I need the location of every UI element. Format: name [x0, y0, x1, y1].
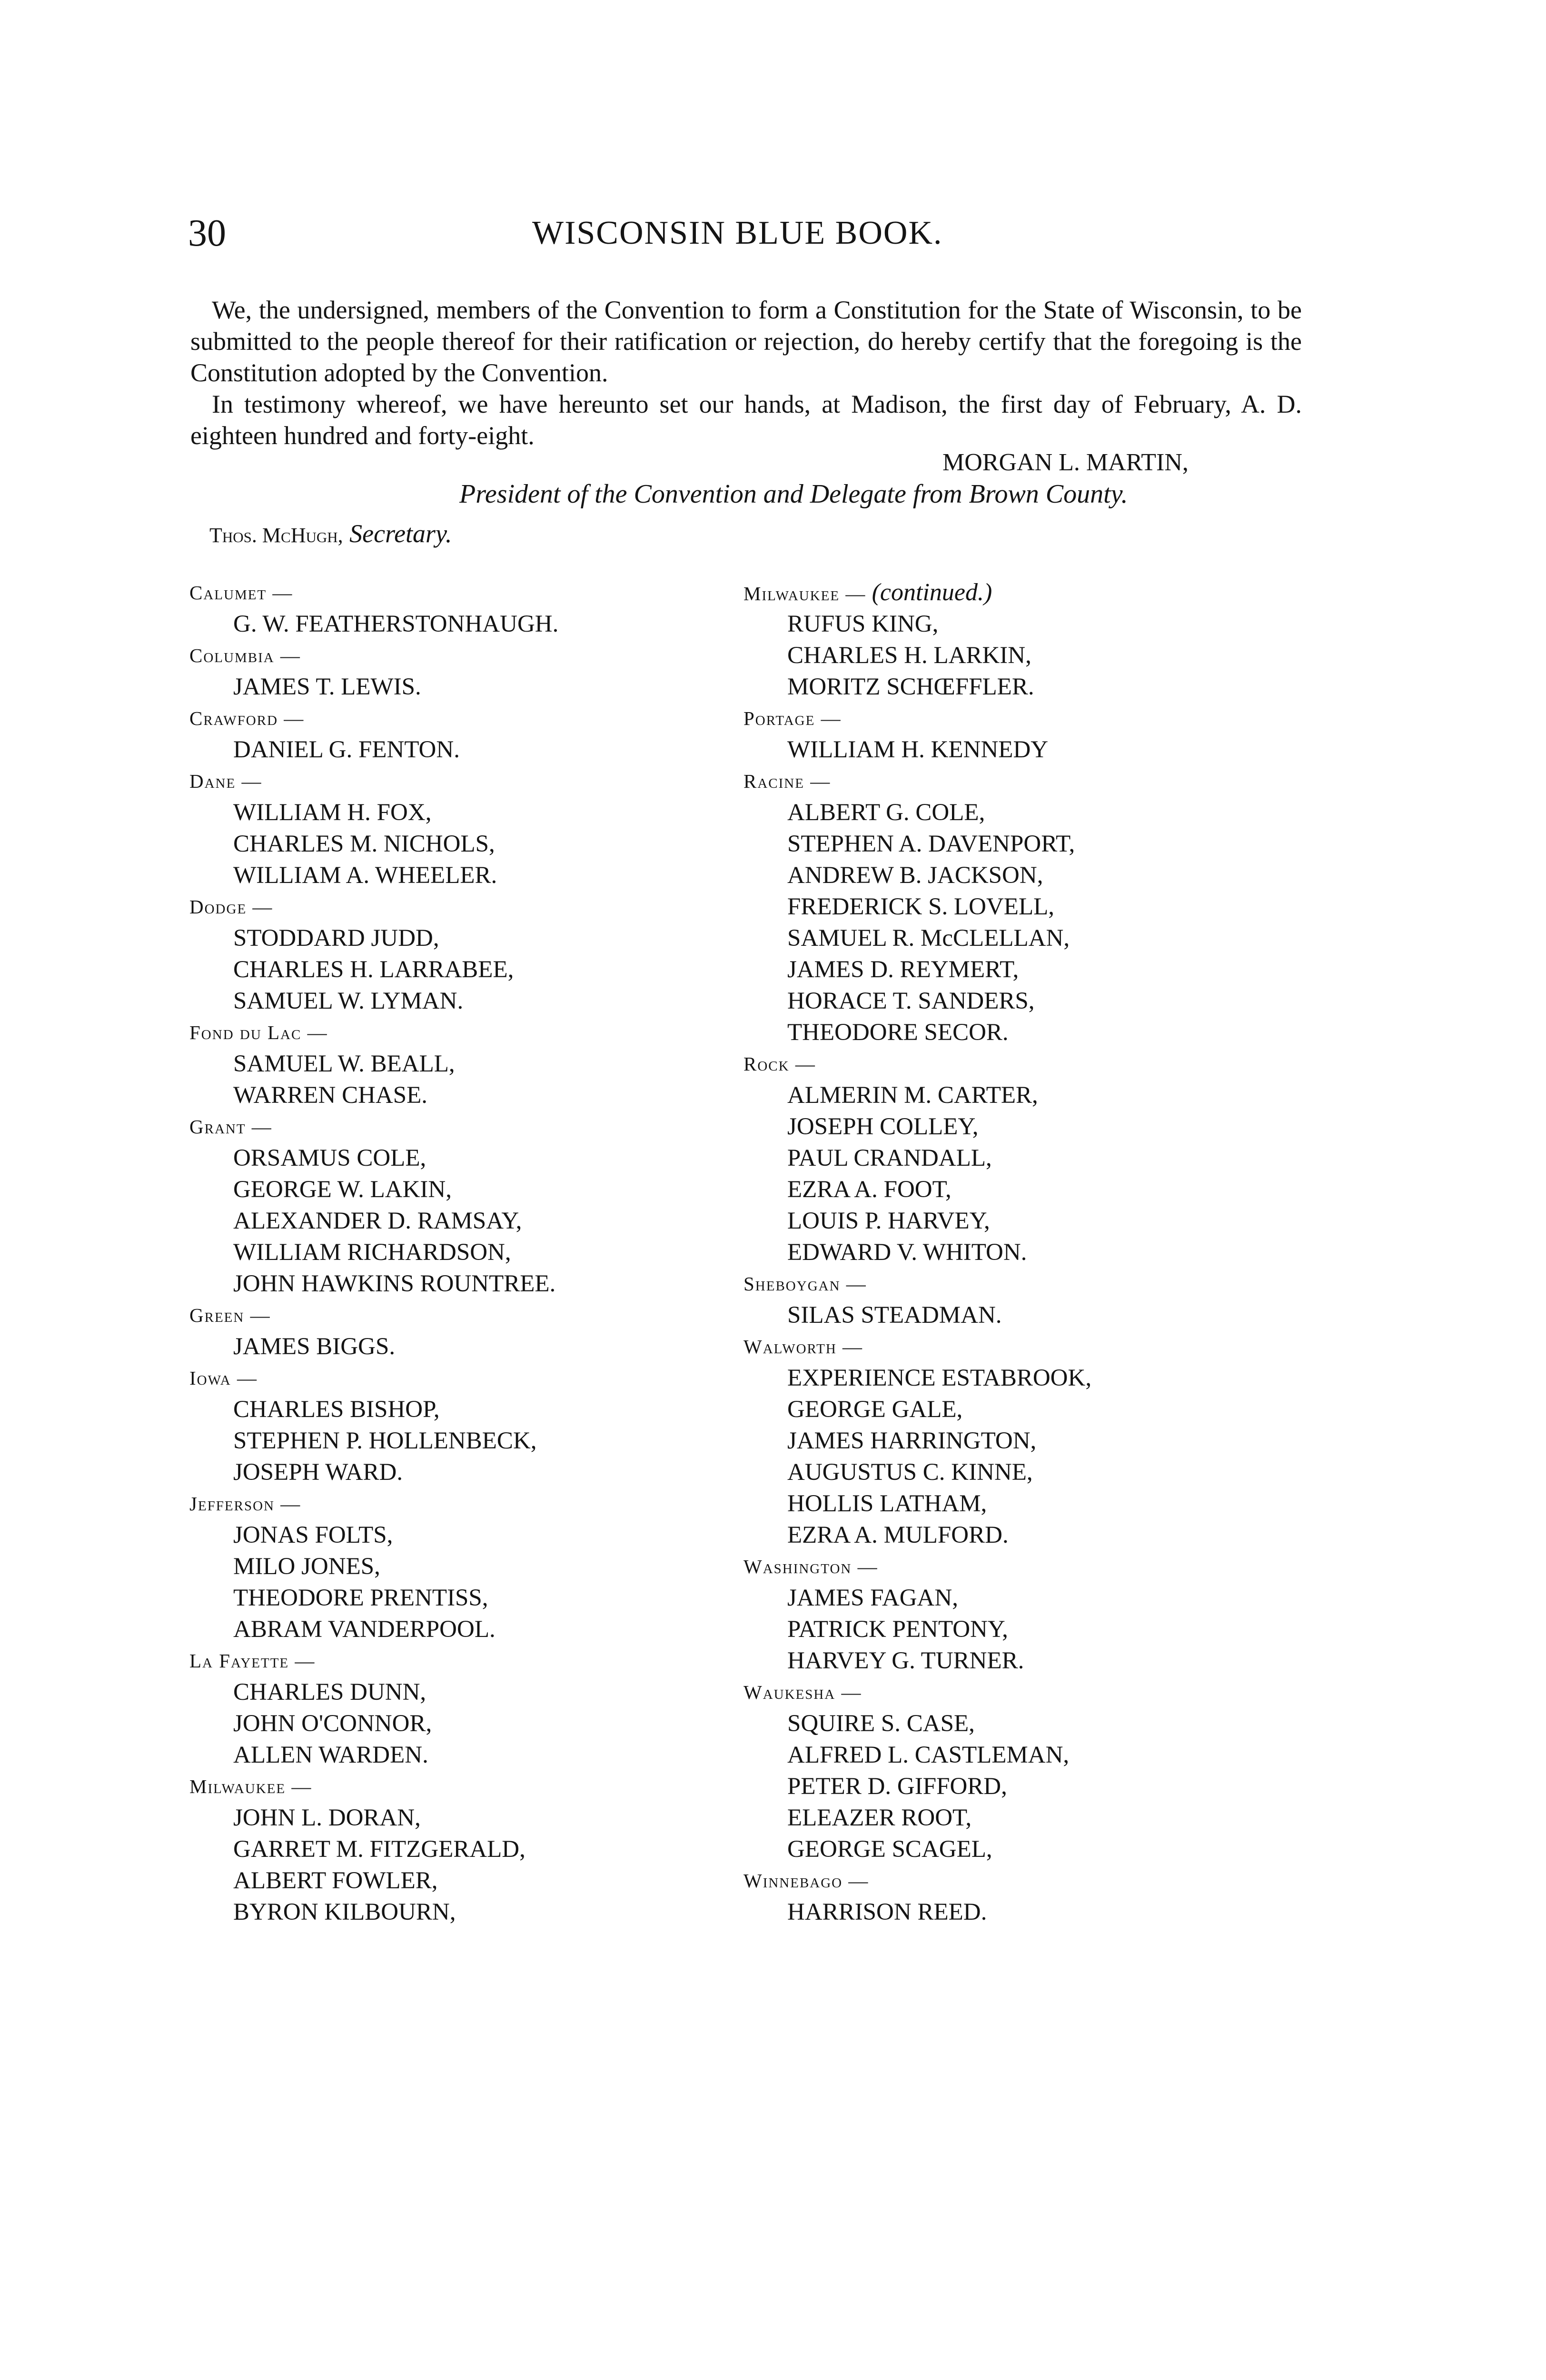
delegate-name: JOSEPH WARD. [233, 1459, 403, 1486]
county-heading [189, 1299, 713, 1331]
delegate-name: HARVEY G. TURNER. [787, 1647, 1024, 1674]
county-heading [189, 703, 713, 734]
county-heading [189, 765, 713, 797]
president-name: MORGAN L. MARTIN, [942, 449, 1189, 476]
county-name: Racine — [743, 770, 831, 792]
county-heading [189, 577, 713, 608]
delegate-name: STEPHEN P. HOLLENBECK, [233, 1428, 537, 1454]
county-heading [743, 1268, 1315, 1299]
delegate-name: ALMERIN M. CARTER, [787, 1082, 1038, 1109]
county-heading [743, 1551, 1315, 1582]
delegates-left-column [189, 577, 713, 1928]
delegate-name: STODDARD JUDD, [233, 925, 439, 952]
county-heading [189, 891, 713, 922]
delegate-name: WARREN CHASE. [233, 1082, 428, 1109]
county-heading [189, 1645, 713, 1676]
delegate-name: EZRA A. FOOT, [787, 1176, 951, 1203]
delegate-name: ORSAMUS COLE, [233, 1145, 426, 1171]
delegate-name: HORACE T. SANDERS, [787, 988, 1035, 1014]
county-heading [743, 1676, 1315, 1708]
delegate-name: ELEAZER ROOT, [787, 1805, 972, 1831]
delegate-name: JAMES BIGGS. [233, 1333, 396, 1360]
county-name: Portage — [743, 707, 842, 729]
page-number: 30 [188, 212, 226, 254]
delegate-name: CHARLES H. LARKIN, [787, 642, 1031, 669]
delegate-name: JAMES T. LEWIS. [233, 674, 421, 700]
delegate-name: WILLIAM A. WHEELER. [233, 862, 497, 889]
delegate-name: FREDERICK S. LOVELL, [787, 893, 1054, 920]
delegate-name: HARRISON REED. [787, 1899, 987, 1925]
county-name: Dane — [189, 770, 262, 792]
delegates-right-column [743, 577, 1315, 1928]
delegate-name: ABRAM VANDERPOOL. [233, 1616, 496, 1643]
county-heading [189, 640, 713, 671]
delegate-name: MILO JONES, [233, 1553, 380, 1580]
delegate-name: G. W. FEATHERSTONHAUGH. [233, 611, 559, 637]
county-name: La Fayette — [189, 1650, 316, 1672]
county-name: Jefferson — [189, 1493, 301, 1515]
delegate-name: HOLLIS LATHAM, [787, 1490, 987, 1517]
delegate-name: SILAS STEADMAN. [787, 1302, 1002, 1329]
testimony-paragraph: In testimony whereof, we have hereunto set our hands, at Madison, the first day of February, A. D. eighteen hundred and forty-eight. [190, 390, 1302, 450]
county-name: Columbia — [189, 645, 301, 666]
delegate-name: RUFUS KING, [787, 611, 939, 637]
delegate-name: ALBERT FOWLER, [233, 1867, 438, 1894]
county-heading [189, 1362, 713, 1394]
county-name: Rock — [743, 1053, 816, 1075]
delegate-name: EXPERIENCE ESTABROOK, [787, 1365, 1092, 1391]
county-heading [743, 1048, 1315, 1080]
delegate-name: LOUIS P. HARVEY, [787, 1208, 990, 1234]
secretary-name: Thos. McHugh, [209, 524, 343, 547]
certification-paragraph: We, the undersigned, members of the Convention to form a Constitution for the State of Wisconsin, to be submitted to the people thereof for their ratification or rejection, do hereby certify that the foregoing is the Constitution adopted by the Convention. [190, 296, 1302, 387]
county-heading [189, 1111, 713, 1142]
continued-note: (continued.) [872, 579, 992, 606]
president-title: President of the Convention and Delegate from Brown County. [459, 479, 1128, 509]
secretary-role: Secretary. [349, 519, 452, 548]
delegate-name: SAMUEL R. McCLELLAN, [787, 925, 1070, 952]
county-heading [743, 703, 1315, 734]
delegate-name: ALBERT G. COLE, [787, 799, 985, 826]
delegate-name: BYRON KILBOURN, [233, 1899, 456, 1925]
delegate-name: CHARLES M. NICHOLS, [233, 831, 495, 857]
delegate-name: STEPHEN A. DAVENPORT, [787, 831, 1075, 857]
county-name: Green — [189, 1304, 271, 1326]
county-name: Iowa — [189, 1367, 258, 1389]
county-heading [743, 577, 1315, 608]
delegate-name: GARRET M. FITZGERALD, [233, 1836, 525, 1863]
running-title: WISCONSIN BLUE BOOK. [532, 215, 943, 251]
county-name: Dodge — [189, 896, 273, 918]
delegate-name: ALEXANDER D. RAMSAY, [233, 1208, 522, 1234]
delegate-name: GEORGE W. LAKIN, [233, 1176, 452, 1203]
county-name: Milwaukee — [743, 583, 866, 605]
delegate-name: GEORGE GALE, [787, 1396, 963, 1423]
delegate-name: AUGUSTUS C. KINNE, [787, 1459, 1033, 1486]
delegate-name: JOSEPH COLLEY, [787, 1113, 979, 1140]
delegate-name: EDWARD V. WHITON. [787, 1239, 1027, 1266]
county-name: Fond du Lac — [189, 1021, 328, 1043]
delegate-name: PAUL CRANDALL, [787, 1145, 992, 1171]
delegate-name: GEORGE SCAGEL, [787, 1836, 992, 1863]
delegate-name: MORITZ SCHŒFFLER. [787, 674, 1034, 700]
delegate-name: JONAS FOLTS, [233, 1522, 393, 1548]
delegate-name: JOHN HAWKINS ROUNTREE. [233, 1270, 556, 1297]
delegate-name: PETER D. GIFFORD, [787, 1773, 1007, 1800]
delegate-name: JOHN L. DORAN, [233, 1805, 421, 1831]
county-heading [189, 1017, 713, 1048]
delegate-name: CHARLES H. LARRABEE, [233, 956, 514, 983]
delegate-name: CHARLES BISHOP, [233, 1396, 440, 1423]
delegate-name: DANIEL G. FENTON. [233, 736, 460, 763]
delegate-name: PATRICK PENTONY, [787, 1616, 1008, 1643]
county-heading [189, 1488, 713, 1519]
county-name: Crawford — [189, 707, 305, 729]
county-name: Winnebago — [743, 1870, 869, 1892]
county-heading [189, 1771, 713, 1802]
delegate-name: CHARLES DUNN, [233, 1679, 426, 1706]
delegate-name: JAMES D. REYMERT, [787, 956, 1019, 983]
delegate-name: ALLEN WARDEN. [233, 1742, 428, 1768]
county-name: Milwaukee — [189, 1775, 312, 1797]
county-name: Walworth — [743, 1336, 863, 1358]
certification-text [190, 294, 1302, 451]
delegate-name: EZRA A. MULFORD. [787, 1522, 1009, 1548]
county-name: Washington — [743, 1556, 878, 1577]
delegate-name: WILLIAM H. FOX, [233, 799, 432, 826]
delegate-name: SAMUEL W. LYMAN. [233, 988, 464, 1014]
county-heading [743, 1865, 1315, 1896]
delegate-name: ANDREW B. JACKSON, [787, 862, 1043, 889]
delegate-name: JAMES HARRINGTON, [787, 1428, 1037, 1454]
delegate-name: JAMES FAGAN, [787, 1585, 958, 1611]
county-name: Sheboygan — [743, 1273, 867, 1295]
county-name: Grant — [189, 1116, 272, 1138]
delegate-name: JOHN O'CONNOR, [233, 1710, 432, 1737]
delegate-name: WILLIAM RICHARDSON, [233, 1239, 511, 1266]
delegate-name: WILLIAM H. KENNEDY [787, 736, 1049, 763]
county-heading [743, 765, 1315, 797]
county-name: Waukesha — [743, 1681, 862, 1703]
secretary-line [209, 519, 452, 548]
delegate-name: SAMUEL W. BEALL, [233, 1051, 455, 1077]
delegate-name: THEODORE SECOR. [787, 1019, 1009, 1046]
county-name: Calumet — [189, 582, 293, 604]
delegate-name: THEODORE PRENTISS, [233, 1585, 488, 1611]
county-heading [743, 1331, 1315, 1362]
delegate-name: SQUIRE S. CASE, [787, 1710, 975, 1737]
delegate-name: ALFRED L. CASTLEMAN, [787, 1742, 1070, 1768]
